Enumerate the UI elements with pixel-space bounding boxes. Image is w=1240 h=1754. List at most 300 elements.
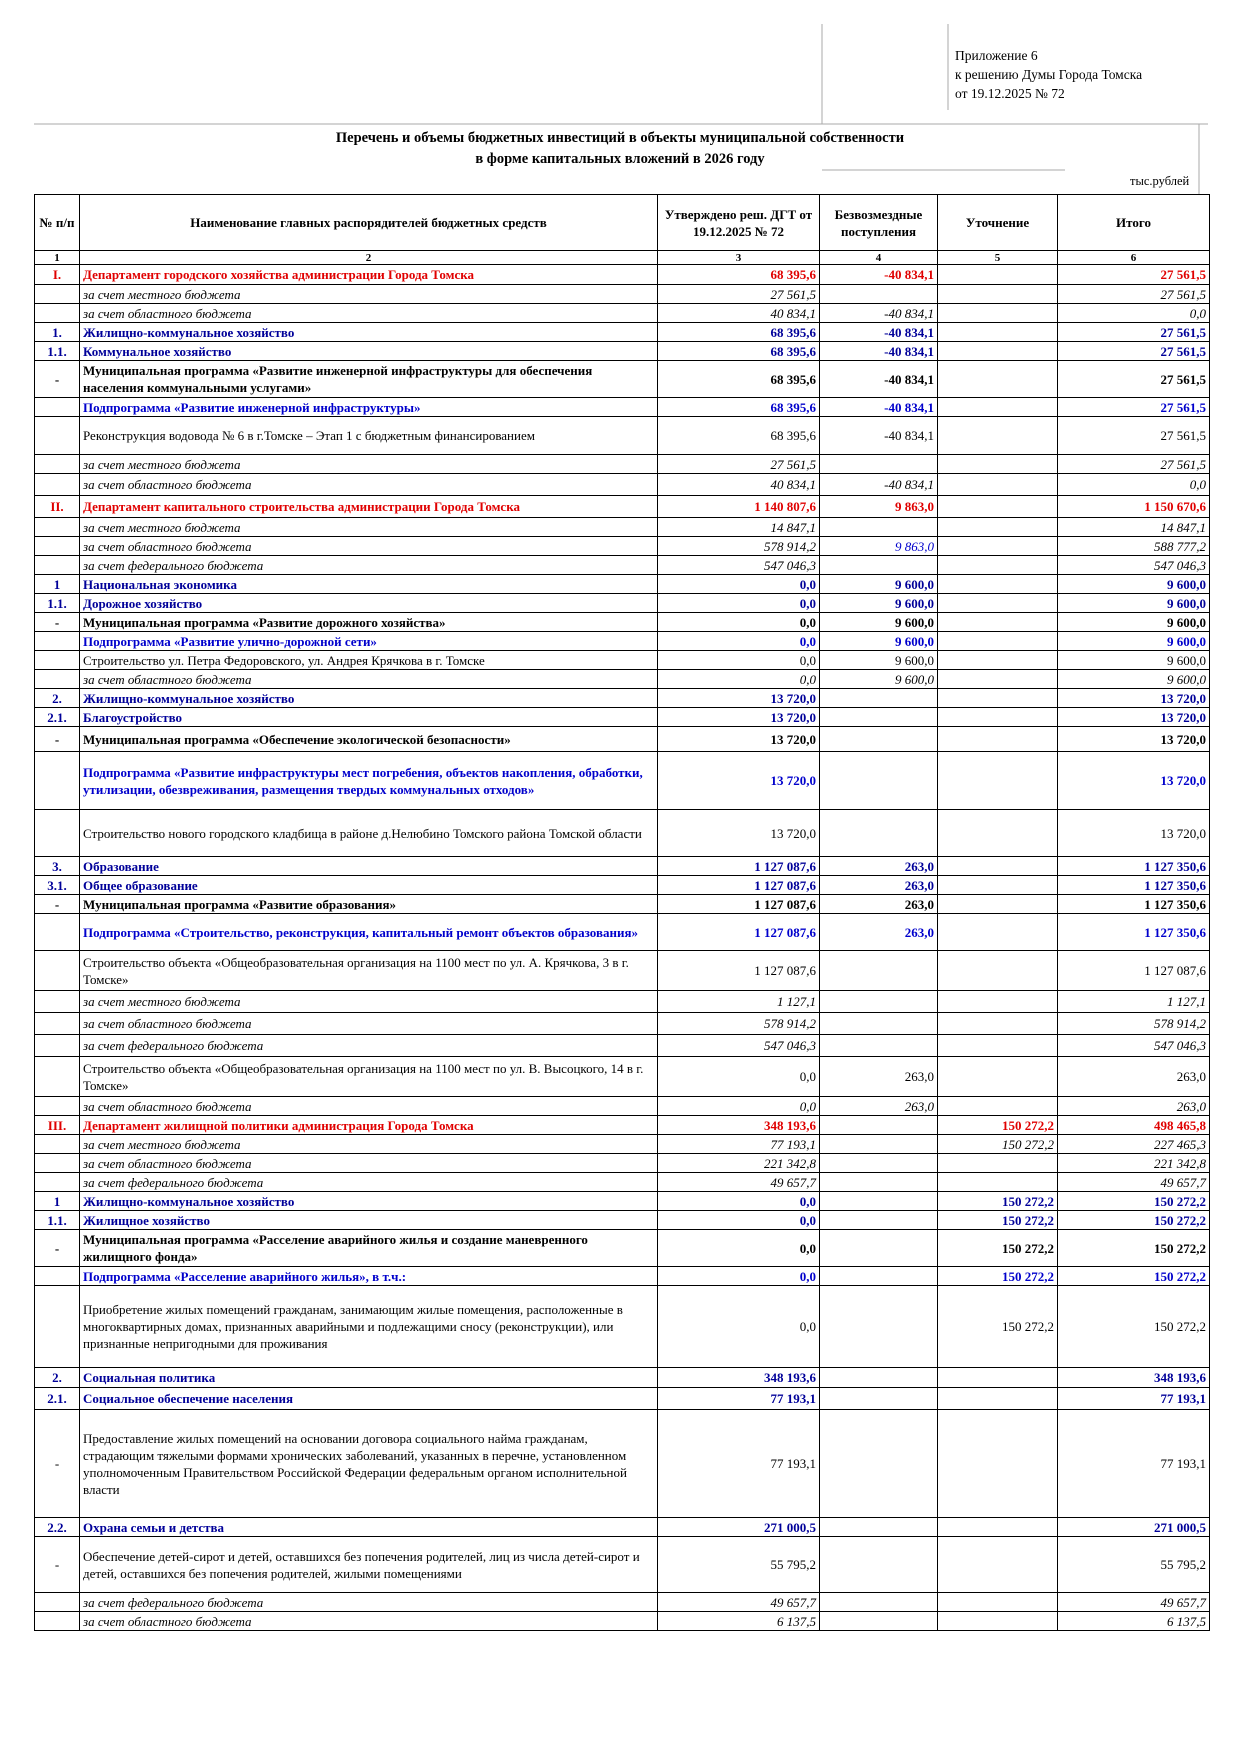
title-line-2: в форме капитальных вложений в 2026 году bbox=[475, 151, 765, 167]
table-row bbox=[35, 398, 1210, 417]
row-number bbox=[35, 632, 80, 651]
approved-value: 0,0 bbox=[658, 594, 820, 613]
row-name: Коммунальное хозяйство bbox=[80, 342, 658, 361]
row-number: 1.1. bbox=[35, 342, 80, 361]
annex-block bbox=[955, 46, 1142, 103]
adjustment-value bbox=[938, 304, 1058, 323]
row-number: 1.1. bbox=[35, 594, 80, 613]
adjustment-value bbox=[938, 594, 1058, 613]
row-number: - bbox=[35, 1410, 80, 1518]
approved-value: 49 657,7 bbox=[658, 1173, 820, 1192]
row-name: Предоставление жилых помещений на основании договора социального найма гражданам, страдающим тяжелыми формами хронических заболеваний, указанных в перечне, установленном уполномоченным Правительством Российской Федерации федеральным органом исполнительной власти bbox=[80, 1410, 658, 1518]
grants-value bbox=[820, 708, 938, 727]
grants-value bbox=[820, 1368, 938, 1388]
grants-value bbox=[820, 991, 938, 1013]
approved-value: 0,0 bbox=[658, 670, 820, 689]
approved-value: 348 193,6 bbox=[658, 1116, 820, 1135]
approved-value: 0,0 bbox=[658, 651, 820, 670]
table-row bbox=[35, 304, 1210, 323]
grants-value: -40 834,1 bbox=[820, 304, 938, 323]
grants-value: 9 600,0 bbox=[820, 594, 938, 613]
total-value: 27 561,5 bbox=[1058, 398, 1210, 417]
grants-value: -40 834,1 bbox=[820, 323, 938, 342]
row-number bbox=[35, 914, 80, 951]
grants-value bbox=[820, 1593, 938, 1612]
table-row bbox=[35, 1116, 1210, 1135]
adjustment-value bbox=[938, 455, 1058, 474]
row-number: 2.1. bbox=[35, 708, 80, 727]
total-value: 13 720,0 bbox=[1058, 727, 1210, 752]
adjustment-value bbox=[938, 727, 1058, 752]
approved-value: 55 795,2 bbox=[658, 1537, 820, 1593]
adjustment-value bbox=[938, 1154, 1058, 1173]
annex-line-1: Приложение 6 bbox=[955, 48, 1038, 63]
table-row bbox=[35, 342, 1210, 361]
row-number bbox=[35, 670, 80, 689]
row-name: за счет местного бюджета bbox=[80, 991, 658, 1013]
table-row bbox=[35, 914, 1210, 951]
table-row bbox=[35, 689, 1210, 708]
table-row bbox=[35, 594, 1210, 613]
approved-value: 68 395,6 bbox=[658, 361, 820, 398]
approved-value: 13 720,0 bbox=[658, 727, 820, 752]
row-name: Подпрограмма «Строительство, реконструкция, капитальный ремонт объектов образования» bbox=[80, 914, 658, 951]
table-row bbox=[35, 810, 1210, 857]
adjustment-value bbox=[938, 1097, 1058, 1116]
grants-value: 9 600,0 bbox=[820, 651, 938, 670]
row-name: за счет областного бюджета bbox=[80, 474, 658, 496]
total-value: 1 127 350,6 bbox=[1058, 857, 1210, 876]
approved-value: 1 127 087,6 bbox=[658, 914, 820, 951]
table-row bbox=[35, 361, 1210, 398]
adjustment-value bbox=[938, 708, 1058, 727]
adjustment-value bbox=[938, 752, 1058, 810]
row-number: 3. bbox=[35, 857, 80, 876]
adjustment-value bbox=[938, 1013, 1058, 1035]
approved-value: 221 342,8 bbox=[658, 1154, 820, 1173]
title-line-1: Перечень и объемы бюджетных инвестиций в объекты муниципальной собственности bbox=[335, 130, 905, 146]
table-row bbox=[35, 1518, 1210, 1537]
total-value: 271 000,5 bbox=[1058, 1518, 1210, 1537]
table-row bbox=[35, 1135, 1210, 1154]
row-number bbox=[35, 398, 80, 417]
table-row bbox=[35, 1286, 1210, 1368]
table-row bbox=[35, 323, 1210, 342]
table-row bbox=[35, 895, 1210, 914]
row-name: Муниципальная программа «Обеспечение экологической безопасности» bbox=[80, 727, 658, 752]
row-number bbox=[35, 304, 80, 323]
grants-value: 9 600,0 bbox=[820, 632, 938, 651]
adjustment-value bbox=[938, 1173, 1058, 1192]
grants-value: 263,0 bbox=[820, 1097, 938, 1116]
table-row bbox=[35, 1097, 1210, 1116]
header-cell: Итого bbox=[1058, 195, 1210, 251]
adjustment-value bbox=[938, 1518, 1058, 1537]
table-row bbox=[35, 1035, 1210, 1057]
row-number bbox=[35, 537, 80, 556]
grants-value: -40 834,1 bbox=[820, 417, 938, 455]
row-number bbox=[35, 752, 80, 810]
total-value: 150 272,2 bbox=[1058, 1286, 1210, 1368]
grants-value: 263,0 bbox=[820, 876, 938, 895]
adjustment-value: 150 272,2 bbox=[938, 1192, 1058, 1211]
table-row bbox=[35, 518, 1210, 537]
table-row bbox=[35, 1368, 1210, 1388]
adjustment-value bbox=[938, 895, 1058, 914]
total-value: 9 600,0 bbox=[1058, 651, 1210, 670]
total-value: 547 046,3 bbox=[1058, 1035, 1210, 1057]
grants-value bbox=[820, 455, 938, 474]
approved-value: 40 834,1 bbox=[658, 304, 820, 323]
row-number bbox=[35, 455, 80, 474]
adjustment-value bbox=[938, 537, 1058, 556]
total-value: 27 561,5 bbox=[1058, 455, 1210, 474]
table-row bbox=[35, 632, 1210, 651]
grants-value: -40 834,1 bbox=[820, 474, 938, 496]
row-name: за счет областного бюджета bbox=[80, 537, 658, 556]
row-number bbox=[35, 1286, 80, 1368]
row-number: 3.1. bbox=[35, 876, 80, 895]
approved-value: 578 914,2 bbox=[658, 537, 820, 556]
grants-value bbox=[820, 727, 938, 752]
total-value: 547 046,3 bbox=[1058, 556, 1210, 575]
total-value: 227 465,3 bbox=[1058, 1135, 1210, 1154]
total-value: 1 127 350,6 bbox=[1058, 895, 1210, 914]
grants-value bbox=[820, 1410, 938, 1518]
total-value: 13 720,0 bbox=[1058, 810, 1210, 857]
table-row bbox=[35, 727, 1210, 752]
adjustment-value bbox=[938, 518, 1058, 537]
row-name: Приобретение жилых помещений гражданам, занимающим жилые помещения, расположенные в многоквартирных домах, признанных аварийными и подлежащими сносу (реконструкции), или признанные непригодными для проживания bbox=[80, 1286, 658, 1368]
adjustment-value: 150 272,2 bbox=[938, 1230, 1058, 1267]
approved-value: 68 395,6 bbox=[658, 323, 820, 342]
table-row bbox=[35, 285, 1210, 304]
adjustment-value bbox=[938, 689, 1058, 708]
approved-value: 68 395,6 bbox=[658, 398, 820, 417]
grants-value bbox=[820, 1154, 938, 1173]
table-row bbox=[35, 613, 1210, 632]
header-cell: Утверждено реш. ДГТ от 19.12.2025 № 72 bbox=[658, 195, 820, 251]
approved-value: 547 046,3 bbox=[658, 556, 820, 575]
row-name: Реконструкция водовода № 6 в г.Томске – Этап 1 с бюджетным финансированием bbox=[80, 417, 658, 455]
approved-value: 13 720,0 bbox=[658, 689, 820, 708]
approved-value: 0,0 bbox=[658, 613, 820, 632]
total-value: 9 600,0 bbox=[1058, 594, 1210, 613]
table-row bbox=[35, 556, 1210, 575]
document-title bbox=[120, 128, 1120, 170]
approved-value: 40 834,1 bbox=[658, 474, 820, 496]
table-row bbox=[35, 1173, 1210, 1192]
total-value: 221 342,8 bbox=[1058, 1154, 1210, 1173]
adjustment-value bbox=[938, 474, 1058, 496]
row-number bbox=[35, 1035, 80, 1057]
grants-value bbox=[820, 1211, 938, 1230]
adjustment-value bbox=[938, 857, 1058, 876]
row-name: Подпрограмма «Развитие инфраструктуры мест погребения, объектов накопления, обработки, утилизации, обезвреживания, размещения твердых коммунальных отходов» bbox=[80, 752, 658, 810]
adjustment-value bbox=[938, 1368, 1058, 1388]
row-number bbox=[35, 1267, 80, 1286]
adjustment-value bbox=[938, 398, 1058, 417]
grants-value bbox=[820, 810, 938, 857]
table-row bbox=[35, 670, 1210, 689]
grants-value bbox=[820, 752, 938, 810]
adjustment-value bbox=[938, 1537, 1058, 1593]
approved-value: 1 127 087,6 bbox=[658, 951, 820, 991]
grants-value: 263,0 bbox=[820, 1057, 938, 1097]
adjustment-value bbox=[938, 914, 1058, 951]
grants-value bbox=[820, 1612, 938, 1631]
grants-value bbox=[820, 1116, 938, 1135]
table-row bbox=[35, 1211, 1210, 1230]
grants-value: -40 834,1 bbox=[820, 361, 938, 398]
row-name: Жилищное хозяйство bbox=[80, 1211, 658, 1230]
row-name: за счет областного бюджета bbox=[80, 1154, 658, 1173]
adjustment-value bbox=[938, 323, 1058, 342]
row-name: Жилищно-коммунальное хозяйство bbox=[80, 1192, 658, 1211]
adjustment-value bbox=[938, 810, 1058, 857]
row-name: за счет местного бюджета bbox=[80, 285, 658, 304]
adjustment-value: 150 272,2 bbox=[938, 1135, 1058, 1154]
grants-value bbox=[820, 285, 938, 304]
row-number bbox=[35, 1097, 80, 1116]
total-value: 13 720,0 bbox=[1058, 752, 1210, 810]
row-number: III. bbox=[35, 1116, 80, 1135]
total-value: 27 561,5 bbox=[1058, 417, 1210, 455]
grants-value bbox=[820, 1537, 938, 1593]
adjustment-value bbox=[938, 876, 1058, 895]
row-name: Социальная политика bbox=[80, 1368, 658, 1388]
approved-value: 77 193,1 bbox=[658, 1388, 820, 1410]
total-value: 1 127 350,6 bbox=[1058, 876, 1210, 895]
row-name: Дорожное хозяйство bbox=[80, 594, 658, 613]
row-number bbox=[35, 285, 80, 304]
total-value: 9 600,0 bbox=[1058, 632, 1210, 651]
total-value: 9 600,0 bbox=[1058, 575, 1210, 594]
units-label: тыс.рублей bbox=[1130, 174, 1190, 188]
grants-value bbox=[820, 1388, 938, 1410]
grants-value bbox=[820, 556, 938, 575]
approved-value: 0,0 bbox=[658, 575, 820, 594]
row-number: 2. bbox=[35, 689, 80, 708]
grants-value: -40 834,1 bbox=[820, 398, 938, 417]
row-name: Строительство нового городского кладбища в районе д.Нелюбино Томского района Томской области bbox=[80, 810, 658, 857]
column-number: 2 bbox=[80, 251, 658, 265]
row-number: 1.1. bbox=[35, 1211, 80, 1230]
total-value: 13 720,0 bbox=[1058, 689, 1210, 708]
adjustment-value bbox=[938, 575, 1058, 594]
row-number: 1 bbox=[35, 1192, 80, 1211]
approved-value: 13 720,0 bbox=[658, 752, 820, 810]
row-number bbox=[35, 991, 80, 1013]
approved-value: 0,0 bbox=[658, 632, 820, 651]
row-name: Строительство ул. Петра Федоровского, ул. Андрея Крячкова в г. Томске bbox=[80, 651, 658, 670]
adjustment-value: 150 272,2 bbox=[938, 1116, 1058, 1135]
total-value: 0,0 bbox=[1058, 474, 1210, 496]
row-number: - bbox=[35, 361, 80, 398]
row-number bbox=[35, 951, 80, 991]
annex-line-2: к решению Думы Города Томска bbox=[955, 67, 1143, 82]
row-name: Муниципальная программа «Расселение аварийного жилья и создание маневренного жилищного фонда» bbox=[80, 1230, 658, 1267]
approved-value: 49 657,7 bbox=[658, 1593, 820, 1612]
row-name: Подпрограмма «Развитие улично-дорожной сети» bbox=[80, 632, 658, 651]
total-value: 263,0 bbox=[1058, 1097, 1210, 1116]
table-row bbox=[35, 651, 1210, 670]
total-value: 49 657,7 bbox=[1058, 1593, 1210, 1612]
adjustment-value: 150 272,2 bbox=[938, 1211, 1058, 1230]
row-number bbox=[35, 651, 80, 670]
total-value: 1 127 350,6 bbox=[1058, 914, 1210, 951]
grants-value: 263,0 bbox=[820, 895, 938, 914]
approved-value: 348 193,6 bbox=[658, 1368, 820, 1388]
total-value: 498 465,8 bbox=[1058, 1116, 1210, 1135]
approved-value: 68 395,6 bbox=[658, 342, 820, 361]
investments-table bbox=[34, 194, 1210, 1631]
row-number: - bbox=[35, 1537, 80, 1593]
adjustment-value bbox=[938, 342, 1058, 361]
adjustment-value bbox=[938, 632, 1058, 651]
total-value: 150 272,2 bbox=[1058, 1267, 1210, 1286]
row-number: II. bbox=[35, 496, 80, 518]
grants-value: -40 834,1 bbox=[820, 265, 938, 285]
row-number bbox=[35, 474, 80, 496]
table-row bbox=[35, 991, 1210, 1013]
adjustment-value bbox=[938, 991, 1058, 1013]
row-number bbox=[35, 1612, 80, 1631]
table-row bbox=[35, 1537, 1210, 1593]
approved-value: 0,0 bbox=[658, 1057, 820, 1097]
row-name: за счет федерального бюджета bbox=[80, 1173, 658, 1192]
approved-value: 0,0 bbox=[658, 1211, 820, 1230]
approved-value: 1 140 807,6 bbox=[658, 496, 820, 518]
adjustment-value bbox=[938, 1388, 1058, 1410]
total-value: 0,0 bbox=[1058, 304, 1210, 323]
table-row bbox=[35, 752, 1210, 810]
header-cell: Безвозмездные поступления bbox=[820, 195, 938, 251]
table-row bbox=[35, 1057, 1210, 1097]
adjustment-value bbox=[938, 265, 1058, 285]
adjustment-value bbox=[938, 285, 1058, 304]
grants-value bbox=[820, 1013, 938, 1035]
row-name: Департамент жилищной политики администрация Города Томска bbox=[80, 1116, 658, 1135]
total-value: 77 193,1 bbox=[1058, 1388, 1210, 1410]
total-value: 27 561,5 bbox=[1058, 323, 1210, 342]
approved-value: 0,0 bbox=[658, 1230, 820, 1267]
total-value: 13 720,0 bbox=[1058, 708, 1210, 727]
total-value: 150 272,2 bbox=[1058, 1211, 1210, 1230]
approved-value: 547 046,3 bbox=[658, 1035, 820, 1057]
row-number: - bbox=[35, 1230, 80, 1267]
grants-value bbox=[820, 1286, 938, 1368]
row-number bbox=[35, 810, 80, 857]
row-number: I. bbox=[35, 265, 80, 285]
column-number: 3 bbox=[658, 251, 820, 265]
adjustment-value bbox=[938, 556, 1058, 575]
grants-value bbox=[820, 1230, 938, 1267]
row-name: за счет местного бюджета bbox=[80, 1135, 658, 1154]
approved-value: 0,0 bbox=[658, 1267, 820, 1286]
approved-value: 1 127 087,6 bbox=[658, 857, 820, 876]
total-value: 1 150 670,6 bbox=[1058, 496, 1210, 518]
total-value: 27 561,5 bbox=[1058, 265, 1210, 285]
row-number bbox=[35, 518, 80, 537]
total-value: 150 272,2 bbox=[1058, 1230, 1210, 1267]
grants-value bbox=[820, 518, 938, 537]
total-value: 150 272,2 bbox=[1058, 1192, 1210, 1211]
row-name: за счет местного бюджета bbox=[80, 455, 658, 474]
row-name: Благоустройство bbox=[80, 708, 658, 727]
table-row bbox=[35, 265, 1210, 285]
header-cell: № п/п bbox=[35, 195, 80, 251]
column-number: 5 bbox=[938, 251, 1058, 265]
row-name: Национальная экономика bbox=[80, 575, 658, 594]
row-number bbox=[35, 1154, 80, 1173]
table-row bbox=[35, 1410, 1210, 1518]
table-row bbox=[35, 708, 1210, 727]
approved-value: 578 914,2 bbox=[658, 1013, 820, 1035]
total-value: 27 561,5 bbox=[1058, 342, 1210, 361]
grants-value: -40 834,1 bbox=[820, 342, 938, 361]
row-number: - bbox=[35, 895, 80, 914]
column-number: 6 bbox=[1058, 251, 1210, 265]
table-row bbox=[35, 455, 1210, 474]
table-row bbox=[35, 1388, 1210, 1410]
total-value: 348 193,6 bbox=[1058, 1368, 1210, 1388]
table-row bbox=[35, 1192, 1210, 1211]
table-row bbox=[35, 876, 1210, 895]
grants-value: 9 600,0 bbox=[820, 670, 938, 689]
row-name: за счет федерального бюджета bbox=[80, 556, 658, 575]
table-row bbox=[35, 496, 1210, 518]
row-name: за счет областного бюджета bbox=[80, 304, 658, 323]
row-number: - bbox=[35, 613, 80, 632]
approved-value: 68 395,6 bbox=[658, 265, 820, 285]
adjustment-value bbox=[938, 670, 1058, 689]
total-value: 9 600,0 bbox=[1058, 670, 1210, 689]
total-value: 55 795,2 bbox=[1058, 1537, 1210, 1593]
row-name: за счет федерального бюджета bbox=[80, 1593, 658, 1612]
approved-value: 27 561,5 bbox=[658, 455, 820, 474]
row-name: Департамент капитального строительства администрации Города Томска bbox=[80, 496, 658, 518]
column-number-row bbox=[35, 251, 1210, 265]
approved-value: 13 720,0 bbox=[658, 810, 820, 857]
row-number bbox=[35, 556, 80, 575]
row-number bbox=[35, 1173, 80, 1192]
row-number: 2.1. bbox=[35, 1388, 80, 1410]
total-value: 588 777,2 bbox=[1058, 537, 1210, 556]
approved-value: 14 847,1 bbox=[658, 518, 820, 537]
grants-value: 263,0 bbox=[820, 857, 938, 876]
adjustment-value: 150 272,2 bbox=[938, 1267, 1058, 1286]
header-cell: Уточнение bbox=[938, 195, 1058, 251]
total-value: 263,0 bbox=[1058, 1057, 1210, 1097]
adjustment-value bbox=[938, 613, 1058, 632]
grants-value: 263,0 bbox=[820, 914, 938, 951]
adjustment-value bbox=[938, 1410, 1058, 1518]
total-value: 1 127 087,6 bbox=[1058, 951, 1210, 991]
row-number bbox=[35, 1057, 80, 1097]
table-row bbox=[35, 417, 1210, 455]
row-name: Социальное обеспечение населения bbox=[80, 1388, 658, 1410]
table-row bbox=[35, 1154, 1210, 1173]
grants-value: 9 600,0 bbox=[820, 575, 938, 594]
table-row bbox=[35, 474, 1210, 496]
row-name: Подпрограмма «Развитие инженерной инфраструктуры» bbox=[80, 398, 658, 417]
row-name: Охрана семьи и детства bbox=[80, 1518, 658, 1537]
row-name: за счет федерального бюджета bbox=[80, 1035, 658, 1057]
table-row bbox=[35, 1612, 1210, 1631]
row-name: Муниципальная программа «Развитие образования» bbox=[80, 895, 658, 914]
row-number bbox=[35, 1135, 80, 1154]
